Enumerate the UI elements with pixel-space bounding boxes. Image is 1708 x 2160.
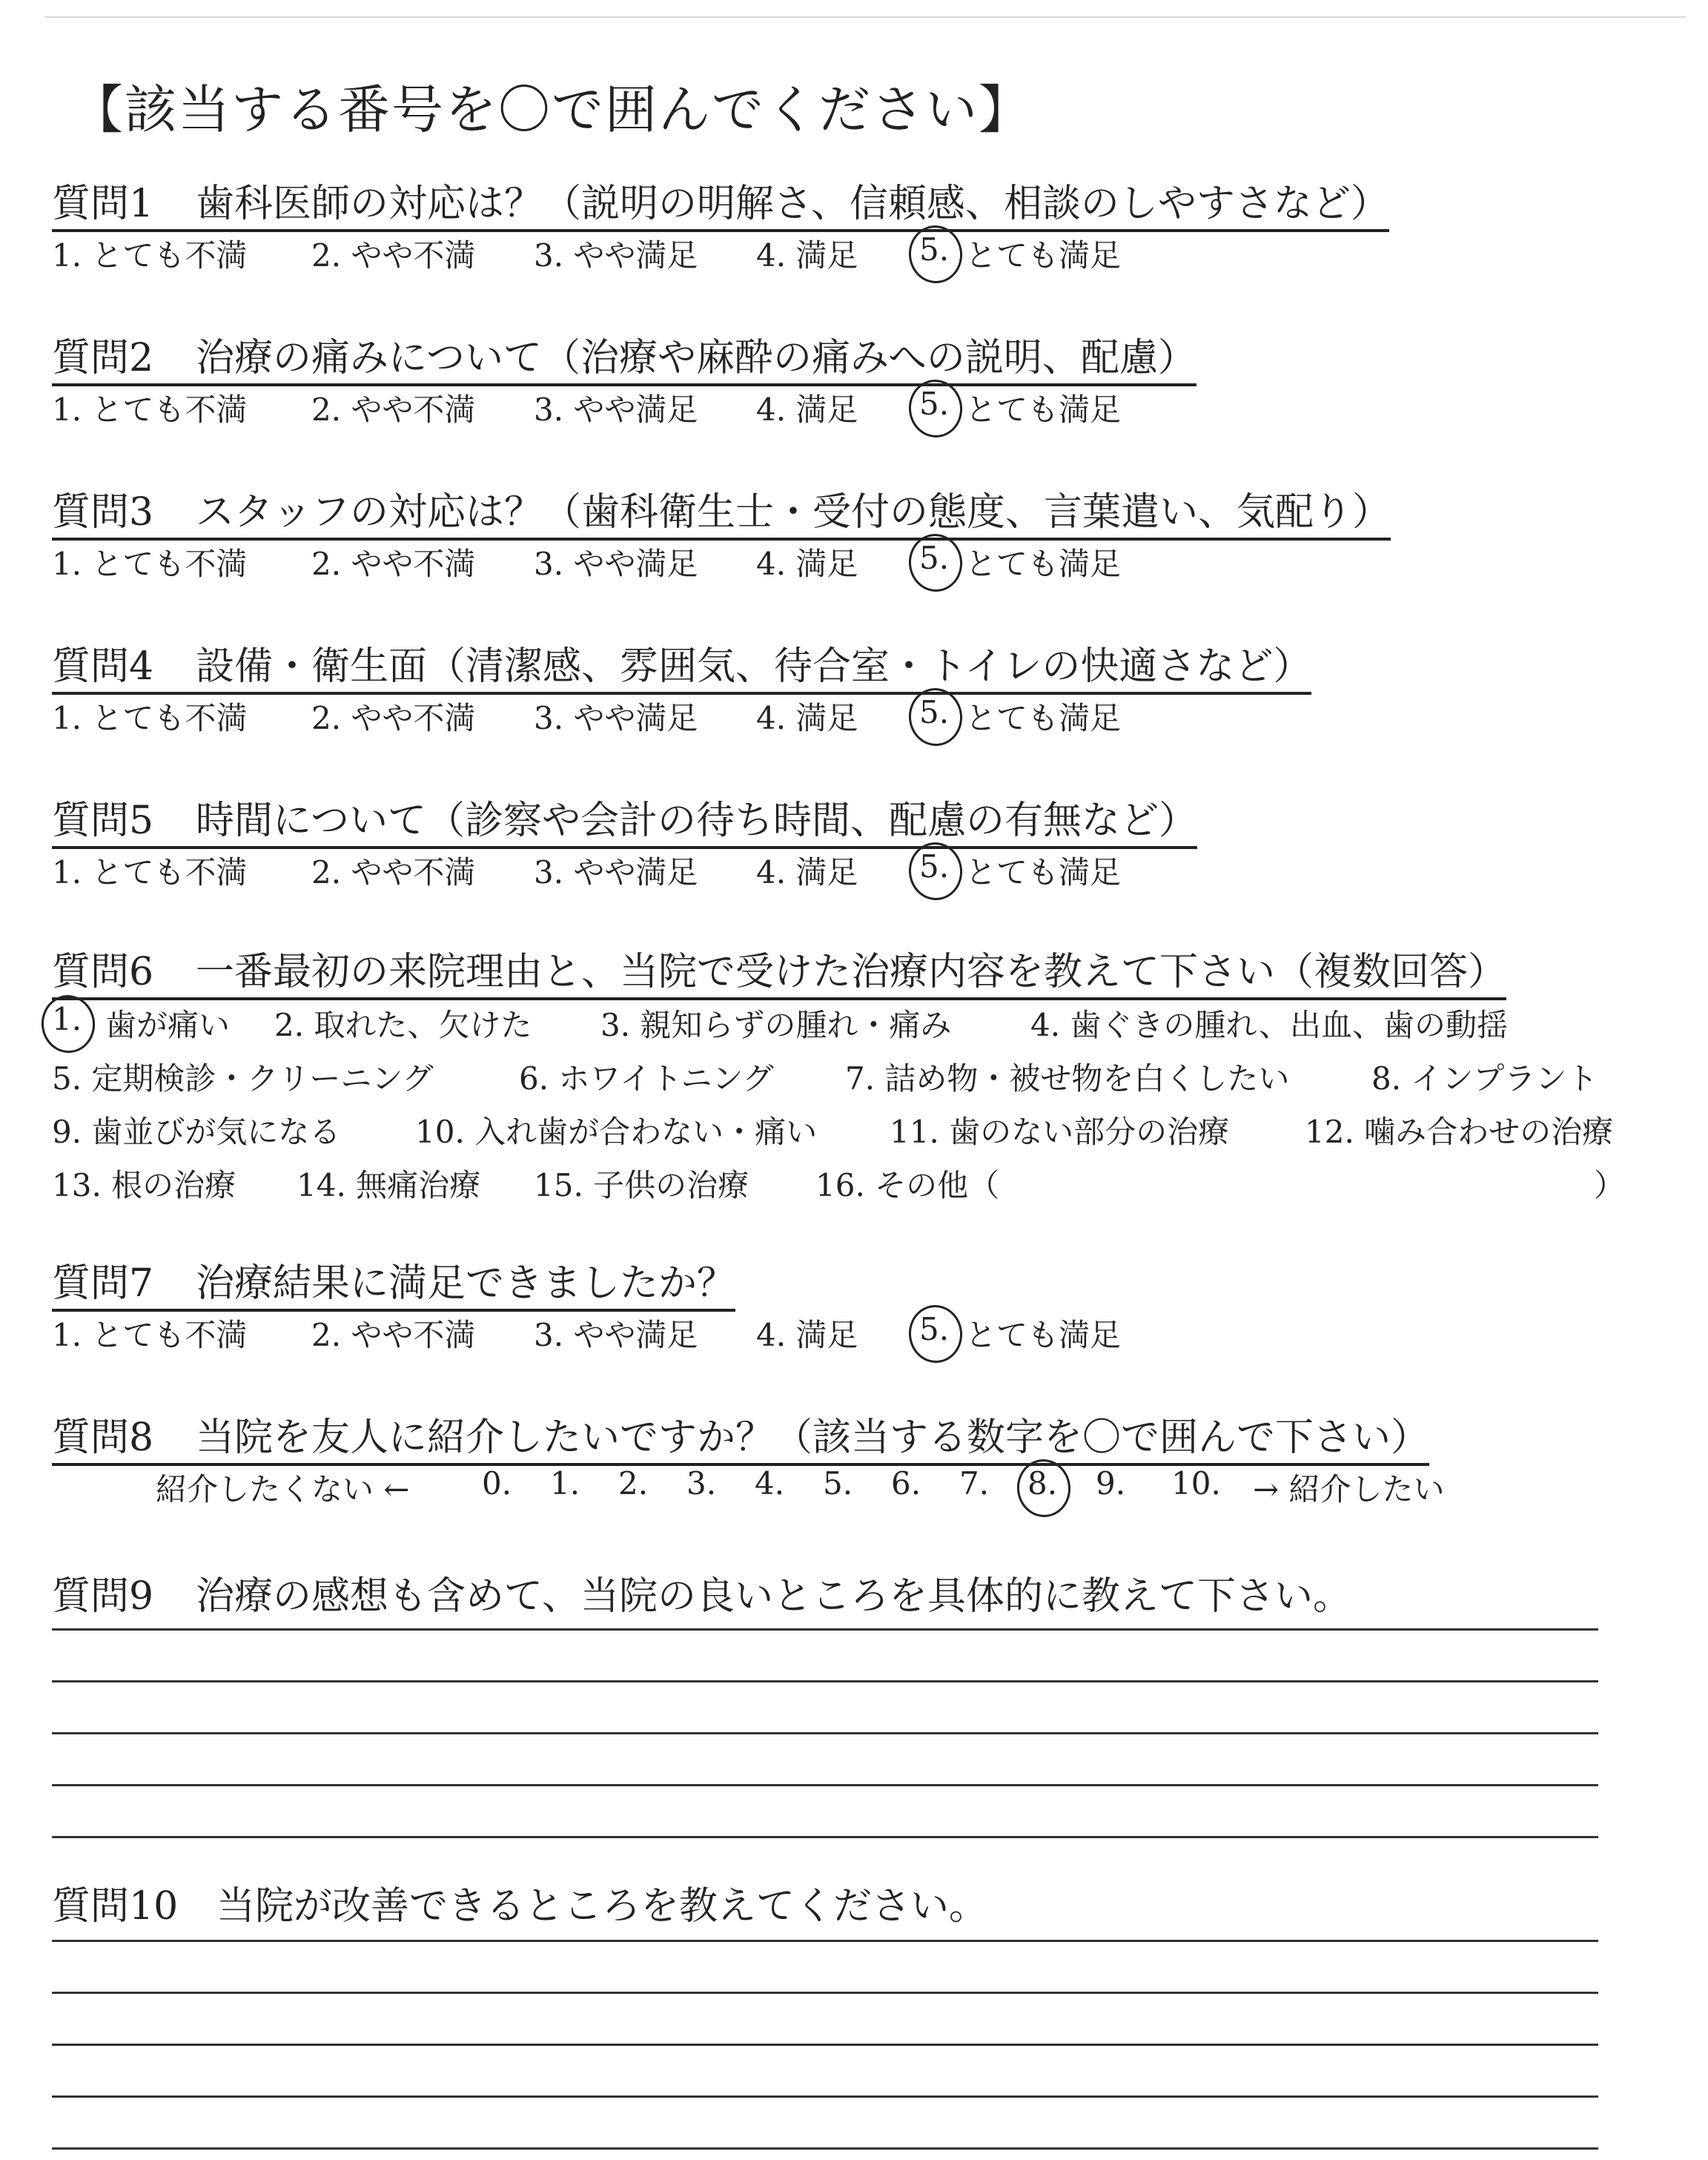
answer-line[interactable] <box>52 1680 1598 1682</box>
answer-line[interactable] <box>52 1732 1598 1734</box>
selection-circle: 5. <box>919 386 950 422</box>
option-5[interactable] <box>919 1311 949 1347</box>
question-text: 治療の感想も含めて、当院の良いところを具体的に教えて下さい。 <box>196 1574 1351 1619</box>
option-2[interactable]: 2. やや不満 <box>311 700 476 736</box>
answer-line[interactable] <box>52 1836 1598 1838</box>
option-4[interactable]: 4. 満足 <box>756 392 858 428</box>
option-1[interactable]: 1. とても不満 <box>52 1317 248 1353</box>
q6-option-3[interactable]: 3. 親知らずの腫れ・痛み <box>600 1007 952 1043</box>
question-label: 質問2 <box>52 336 154 380</box>
option-5[interactable] <box>919 231 949 268</box>
q6-option-13[interactable]: 13. 根の治療 <box>52 1167 236 1203</box>
question-7-title <box>52 1252 735 1312</box>
q6-option-9[interactable]: 9. 歯並びが気になる <box>52 1114 341 1150</box>
q6-other-close: ） <box>1594 1167 1626 1203</box>
option-1[interactable]: 1. とても不満 <box>52 237 248 274</box>
selection-circle: 5. <box>919 848 950 885</box>
option-2[interactable]: 2. やや不満 <box>311 1317 476 1353</box>
selection-circle: 5. <box>919 540 950 576</box>
q6-option-12[interactable]: 12. 噛み合わせの治療 <box>1305 1114 1614 1150</box>
selection-circle: 8. <box>1027 1465 1058 1502</box>
answer-line[interactable] <box>52 2044 1598 2046</box>
q6-option-5[interactable]: 5. 定期検診・クリーニング <box>52 1060 434 1097</box>
scale-option-3[interactable]: 3. <box>686 1465 717 1502</box>
option-4[interactable]: 4. 満足 <box>756 700 858 736</box>
scale-option-10[interactable]: 10. <box>1171 1465 1221 1502</box>
scale-option-0[interactable]: 0. <box>482 1465 512 1502</box>
q6-option-8[interactable]: 8. インプラント <box>1371 1060 1598 1097</box>
option-1[interactable]: 1. とても不満 <box>52 854 248 891</box>
scale-option-2[interactable]: 2. <box>618 1465 649 1502</box>
option-5-label: とても満足 <box>965 1317 1122 1353</box>
question-text: 当院を友人に紹介したいですか？（該当する数字を〇で囲んで下さい） <box>196 1416 1430 1460</box>
option-3[interactable]: 3. やや満足 <box>534 237 698 274</box>
q6-option-11[interactable]: 11. 歯のない部分の治療 <box>890 1114 1230 1150</box>
option-4[interactable]: 4. 満足 <box>756 1317 858 1353</box>
page-title: 【該当する番号を〇で囲んでください】 <box>71 79 1032 140</box>
question-label: 質問5 <box>52 799 154 843</box>
answer-line[interactable] <box>52 2147 1598 2150</box>
selection-circle: 1. <box>52 1001 82 1037</box>
question-text: 一番最初の来院理由と、当院で受けた治療内容を教えて下さい（複数回答） <box>196 950 1507 994</box>
question-label: 質問7 <box>52 1261 154 1306</box>
question-4-title <box>52 635 1311 695</box>
selection-circle: 5. <box>919 694 950 730</box>
scale-option-4[interactable]: 4. <box>755 1465 785 1502</box>
option-5-label: とても満足 <box>965 854 1122 891</box>
question-9-title <box>52 1565 1351 1622</box>
question-label: 質問4 <box>52 644 154 689</box>
question-8-title <box>52 1406 1429 1466</box>
option-2[interactable]: 2. やや不満 <box>311 392 476 428</box>
question-text: 時間について（診察や会計の待ち時間、配慮の有無など） <box>196 799 1197 843</box>
option-3[interactable]: 3. やや満足 <box>534 546 698 582</box>
q6-option-1[interactable] <box>52 1001 82 1037</box>
scale-option-6[interactable]: 6. <box>891 1465 921 1502</box>
question-3-title <box>52 480 1391 541</box>
scale-left-label: 紹介したくない ← <box>156 1471 410 1507</box>
option-2[interactable]: 2. やや不満 <box>311 237 476 274</box>
scale-option-5[interactable]: 5. <box>823 1465 853 1502</box>
answer-line[interactable] <box>52 1992 1598 1994</box>
question-6-title <box>52 940 1506 1000</box>
option-5[interactable] <box>919 386 949 422</box>
top-border <box>44 16 1686 18</box>
option-2[interactable]: 2. やや不満 <box>311 546 476 582</box>
q6-option-6[interactable]: 6. ホワイトニング <box>519 1060 774 1097</box>
option-3[interactable]: 3. やや満足 <box>534 1317 698 1353</box>
question-text: 治療結果に満足できましたか？ <box>196 1261 736 1306</box>
option-3[interactable]: 3. やや満足 <box>534 700 698 736</box>
scale-option-9[interactable]: 9. <box>1096 1465 1126 1502</box>
scale-option-1[interactable]: 1. <box>550 1465 580 1502</box>
question-2-title <box>52 326 1196 386</box>
option-5[interactable] <box>919 540 949 576</box>
question-label: 質問9 <box>52 1574 154 1619</box>
q6-option-10[interactable]: 10. 入れ歯が合わない・痛い <box>415 1114 818 1150</box>
scale-option-7[interactable]: 7. <box>959 1465 990 1502</box>
q6-option-15[interactable]: 15. 子供の治療 <box>534 1167 749 1203</box>
option-4[interactable]: 4. 満足 <box>756 546 858 582</box>
q6-option-14[interactable]: 14. 無痛治療 <box>297 1167 481 1203</box>
option-3[interactable]: 3. やや満足 <box>534 392 698 428</box>
question-text: 歯科医師の対応は？（説明の明解さ、信頼感、相談のしやすさなど） <box>196 182 1389 226</box>
option-1[interactable]: 1. とても不満 <box>52 700 248 736</box>
option-1[interactable]: 1. とても不満 <box>52 546 248 582</box>
option-3[interactable]: 3. やや満足 <box>534 854 698 891</box>
option-5[interactable] <box>919 848 949 885</box>
question-label: 質問8 <box>52 1416 154 1460</box>
option-4[interactable]: 4. 満足 <box>756 237 858 274</box>
option-5-label: とても満足 <box>965 392 1122 428</box>
answer-line[interactable] <box>52 1784 1598 1786</box>
scale-option-8[interactable] <box>1027 1465 1057 1502</box>
q6-option-4[interactable]: 4. 歯ぐきの腫れ、出血、歯の動揺 <box>1030 1007 1508 1043</box>
question-text: 治療の痛みについて（治療や麻酔の痛みへの説明、配慮） <box>196 336 1196 380</box>
answer-line[interactable] <box>52 2095 1598 2098</box>
question-label: 質問3 <box>52 490 154 535</box>
question-text: スタッフの対応は？（歯科衛生士・受付の態度、言葉遣い、気配り） <box>196 490 1391 535</box>
option-5-label: とても満足 <box>965 546 1122 582</box>
option-2[interactable]: 2. やや不満 <box>311 854 476 891</box>
answer-line[interactable] <box>52 1940 1598 1942</box>
question-text: 当院が改善できるところを教えてください。 <box>216 1884 988 1929</box>
selection-circle: 5. <box>919 1311 950 1347</box>
q6-option-1-label: 歯が痛い <box>105 1007 231 1043</box>
scale-right-label: → 紹介したい <box>1253 1471 1445 1507</box>
question-10-title <box>52 1875 987 1932</box>
q6-option-2[interactable]: 2. 取れた、欠けた <box>274 1007 532 1043</box>
q6-option-7[interactable]: 7. 詰め物・被せ物を白くしたい <box>845 1060 1290 1097</box>
answer-line[interactable] <box>52 1628 1598 1631</box>
option-5[interactable] <box>919 694 949 730</box>
option-1[interactable]: 1. とても不満 <box>52 392 248 428</box>
option-5-label: とても満足 <box>965 700 1122 736</box>
question-label: 質問10 <box>52 1884 179 1929</box>
question-5-title <box>52 789 1197 849</box>
option-5-label: とても満足 <box>965 237 1122 274</box>
question-text: 設備・衛生面（清潔感、雰囲気、待合室・トイレの快適さなど） <box>196 644 1312 689</box>
option-4[interactable]: 4. 満足 <box>756 854 858 891</box>
selection-circle: 5. <box>919 231 950 268</box>
question-1-title <box>52 172 1389 232</box>
q6-option-16[interactable]: 16. その他（ <box>815 1167 1000 1203</box>
question-label: 質問1 <box>52 182 154 226</box>
question-label: 質問6 <box>52 950 154 994</box>
